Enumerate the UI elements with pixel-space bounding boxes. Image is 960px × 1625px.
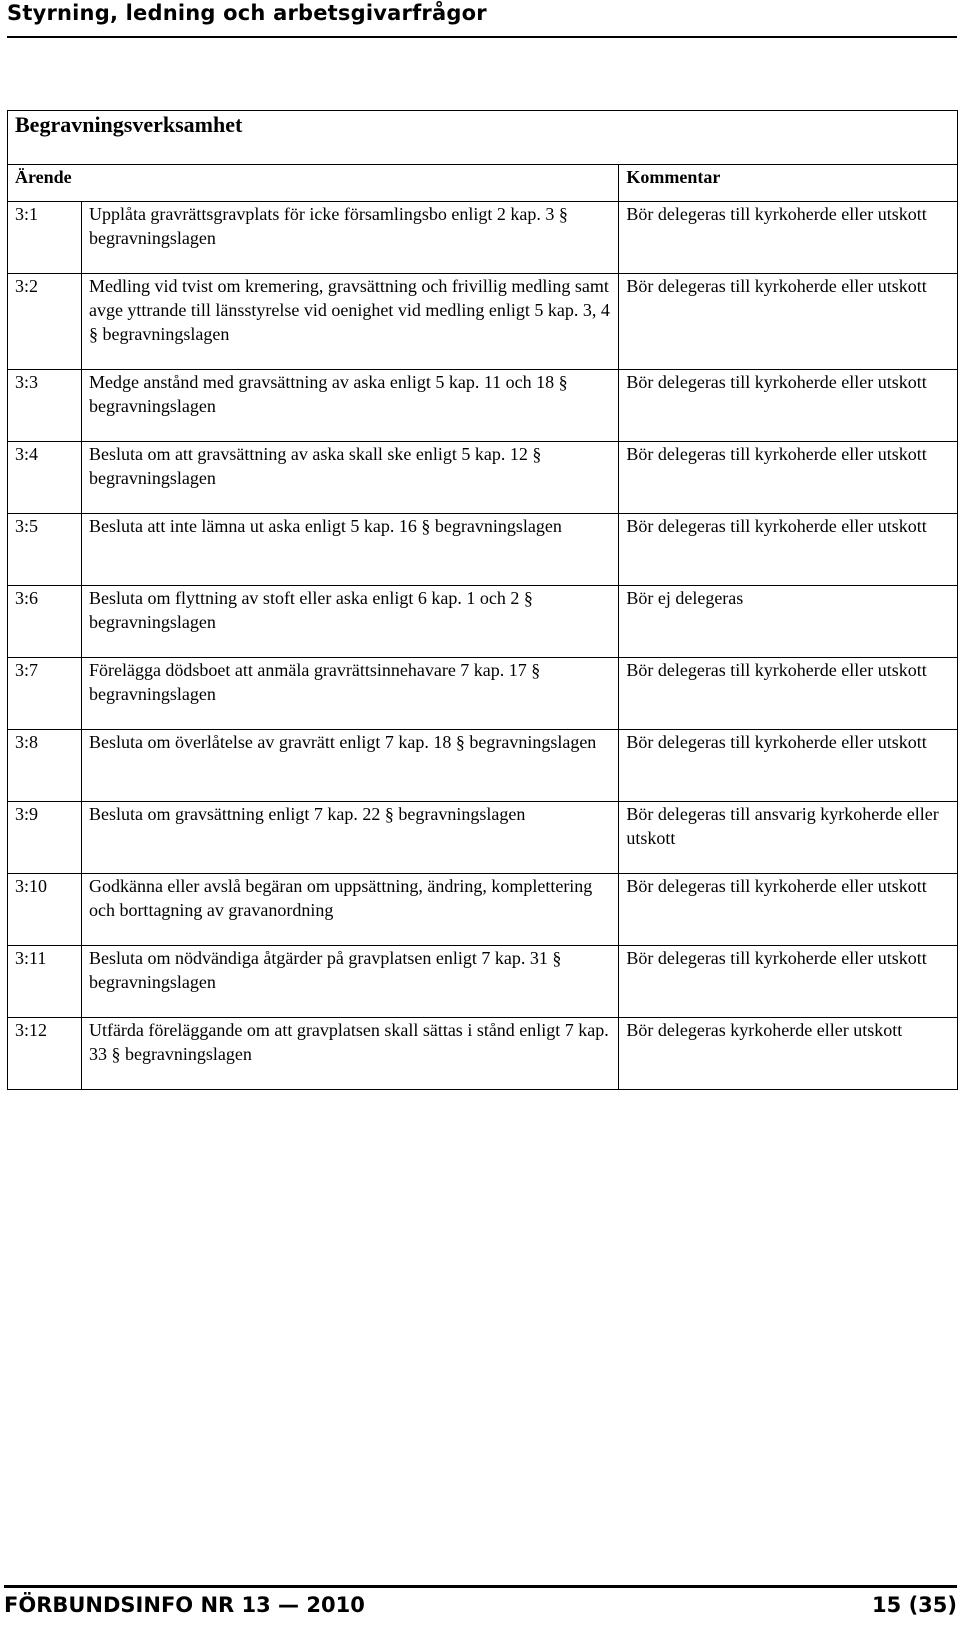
case-comment: Bör delegeras till kyrkoherde eller utskott: [619, 730, 958, 802]
case-number: 3:12: [8, 1018, 82, 1090]
column-header-comment: Kommentar: [619, 165, 958, 202]
section-title: Begravningsverksamhet: [8, 111, 958, 165]
case-comment: Bör delegeras till kyrkoherde eller utskott: [619, 202, 958, 274]
case-description: Medling vid tvist om kremering, gravsättning och frivillig medling samt avge yttrande till länsstyrelse vid oenighet vid medling enligt 5 kap. 3, 4 § begravningslagen: [81, 274, 618, 370]
case-number: 3:4: [8, 442, 82, 514]
case-comment: Bör delegeras till kyrkoherde eller utskott: [619, 946, 958, 1018]
case-comment: Bör delegeras till kyrkoherde eller utskott: [619, 274, 958, 370]
case-comment: Bör delegeras till kyrkoherde eller utskott: [619, 514, 958, 586]
case-description: Förelägga dödsboet att anmäla gravrättsinnehavare 7 kap. 17 § begravningslagen: [81, 658, 618, 730]
case-comment: Bör delegeras till ansvarig kyrkoherde eller utskott: [619, 802, 958, 874]
table-row: [8, 1018, 958, 1090]
case-comment: Bör delegeras till kyrkoherde eller utskott: [619, 658, 958, 730]
table-row: [8, 274, 958, 370]
page-header: [7, 0, 957, 38]
column-header-case: Ärende: [8, 165, 619, 202]
case-description: Utfärda föreläggande om att gravplatsen skall sättas i stånd enligt 7 kap. 33 § begravningslagen: [81, 1018, 618, 1090]
page-footer: [4, 1585, 957, 1625]
case-description: Besluta om att gravsättning av aska skall ske enligt 5 kap. 12 § begravningslagen: [81, 442, 618, 514]
table-row: [8, 442, 958, 514]
table-row: [8, 658, 958, 730]
case-comment: Bör delegeras till kyrkoherde eller utskott: [619, 370, 958, 442]
case-number: 3:5: [8, 514, 82, 586]
footer-page-number: 15 (35): [872, 1593, 957, 1617]
table-row: [8, 946, 958, 1018]
table-row: [8, 514, 958, 586]
table-row: [8, 586, 958, 658]
header-title: Styrning, ledning och arbetsgivarfrågor: [7, 1, 487, 25]
delegation-table: [7, 110, 958, 1090]
case-number: 3:7: [8, 658, 82, 730]
section-header-row: [8, 111, 958, 165]
case-description: Besluta om gravsättning enligt 7 kap. 22 § begravningslagen: [81, 802, 618, 874]
case-description: Besluta om överlåtelse av gravrätt enligt 7 kap. 18 § begravningslagen: [81, 730, 618, 802]
case-number: 3:1: [8, 202, 82, 274]
case-comment: Bör delegeras till kyrkoherde eller utskott: [619, 442, 958, 514]
column-header-row: [8, 165, 958, 202]
footer-publication: FÖRBUNDSINFO NR 13 — 2010: [4, 1593, 365, 1617]
table-row: [8, 802, 958, 874]
case-number: 3:3: [8, 370, 82, 442]
case-number: 3:8: [8, 730, 82, 802]
case-description: Medge anstånd med gravsättning av aska enligt 5 kap. 11 och 18 § begravningslagen: [81, 370, 618, 442]
case-comment: Bör delegeras till kyrkoherde eller utskott: [619, 874, 958, 946]
case-number: 3:10: [8, 874, 82, 946]
case-description: Besluta om flyttning av stoft eller aska enligt 6 kap. 1 och 2 § begravningslagen: [81, 586, 618, 658]
case-description: Godkänna eller avslå begäran om uppsättning, ändring, komplettering och borttagning av gravanordning: [81, 874, 618, 946]
case-description: Besluta om nödvändiga åtgärder på gravplatsen enligt 7 kap. 31 § begravningslagen: [81, 946, 618, 1018]
case-comment: Bör delegeras kyrkoherde eller utskott: [619, 1018, 958, 1090]
table-row: [8, 370, 958, 442]
case-description: Besluta att inte lämna ut aska enligt 5 kap. 16 § begravningslagen: [81, 514, 618, 586]
case-description: Upplåta gravrättsgravplats för icke församlingsbo enligt 2 kap. 3 § begravningslagen: [81, 202, 618, 274]
table-row: [8, 730, 958, 802]
table-row: [8, 202, 958, 274]
case-number: 3:6: [8, 586, 82, 658]
table-row: [8, 874, 958, 946]
case-number: 3:9: [8, 802, 82, 874]
case-number: 3:11: [8, 946, 82, 1018]
case-number: 3:2: [8, 274, 82, 370]
case-comment: Bör ej delegeras: [619, 586, 958, 658]
